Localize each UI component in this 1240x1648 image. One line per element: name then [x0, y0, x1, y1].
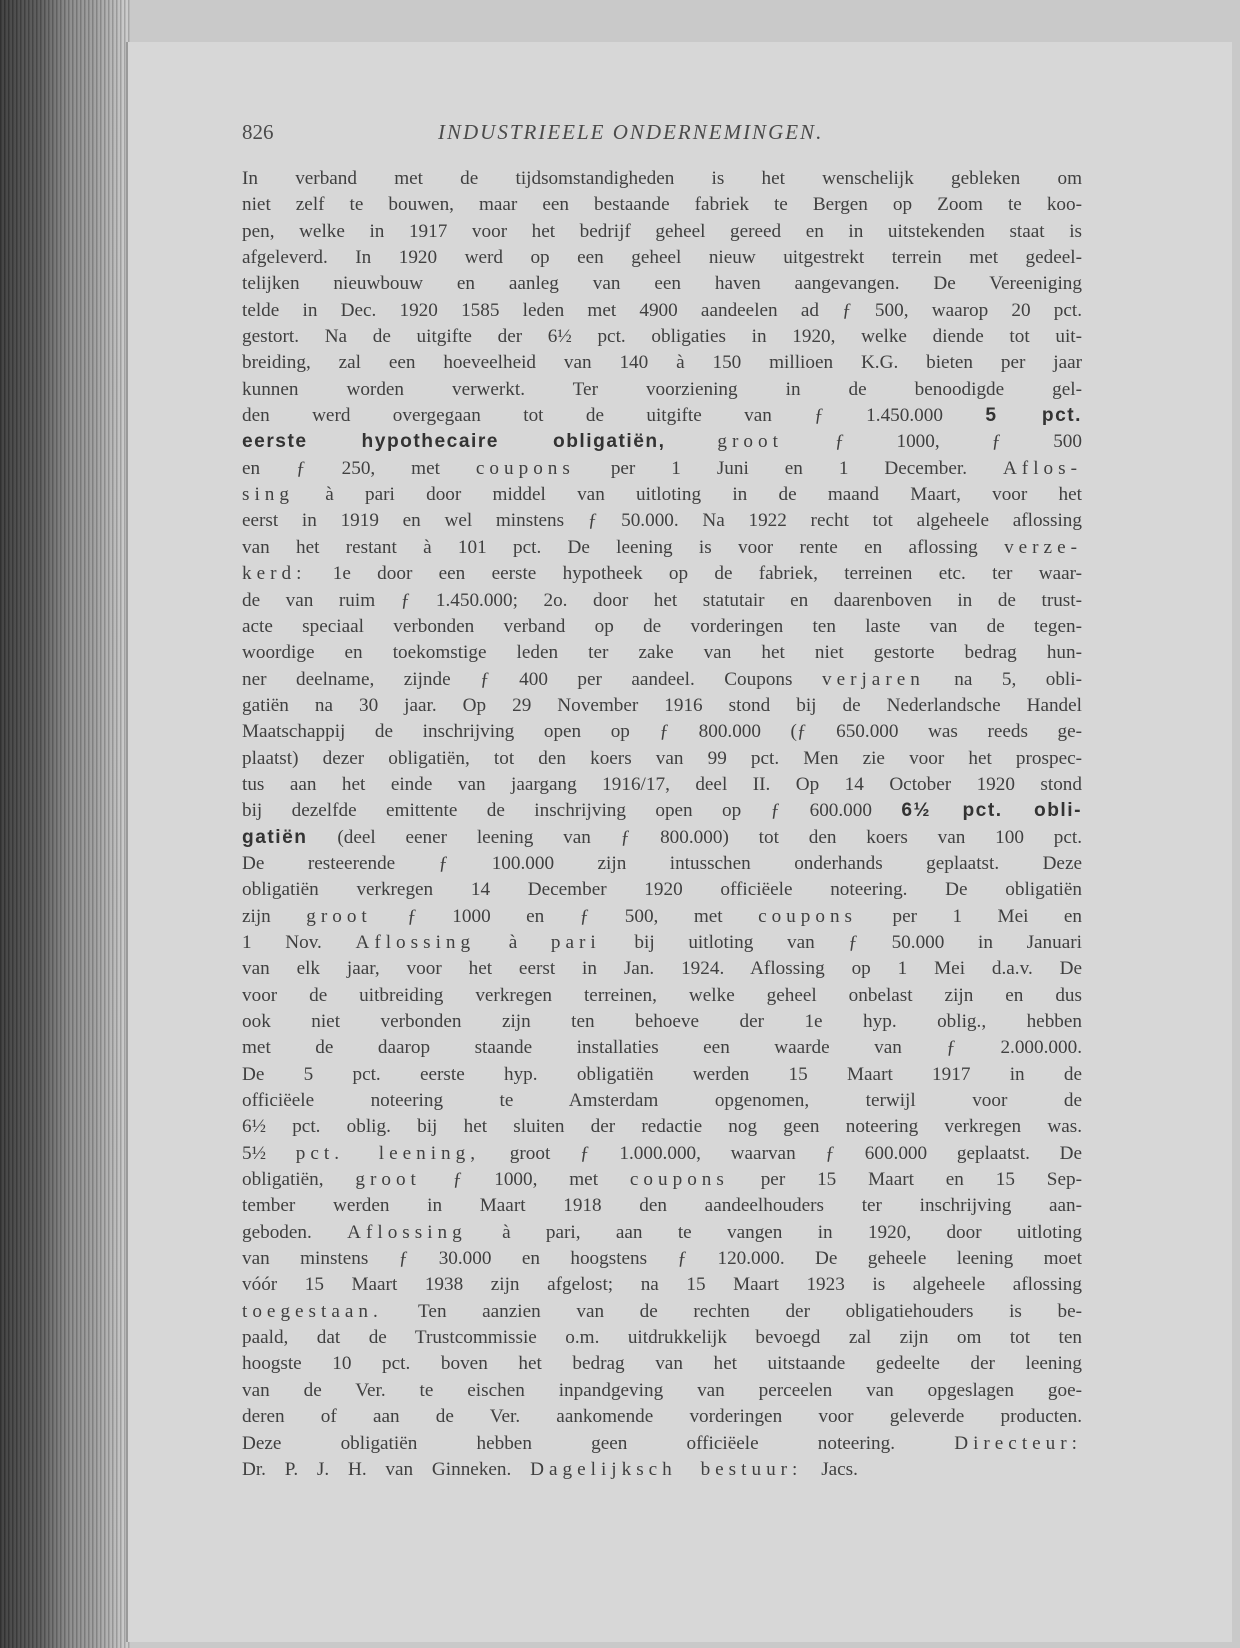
- text-line: [242, 219, 1082, 245]
- text-run: obligatiën verkregen 14 December 1920 officiëele noteering. De obligatiën: [242, 879, 1082, 901]
- text-line: [242, 1114, 1082, 1140]
- spaced-emphasis: toegestaan.: [242, 1300, 383, 1322]
- text-run: per 15 Maart en 15 Sep-: [728, 1169, 1082, 1191]
- text-line: [242, 851, 1082, 877]
- text-line: [242, 166, 1082, 192]
- text-line: [242, 350, 1082, 376]
- spaced-emphasis: sing: [242, 484, 294, 506]
- text-run: Maatschappij de inschrijving open op ƒ 800.000 (ƒ 650.000 was reeds ge-: [242, 721, 1082, 743]
- text-run: breiding, zal een hoeveelheid van 140 à 150 millioen K.G. bieten per jaar: [242, 352, 1082, 374]
- text-line: [242, 1062, 1082, 1088]
- spaced-emphasis: Aflossing: [347, 1221, 467, 1243]
- text-run: gatiën na 30 jaar. Op 29 November 1916 stond bij de Nederlandsche Handel: [242, 694, 1082, 716]
- text-run: (deel eener leening van ƒ 800.000) tot den koers van 100 pct.: [307, 826, 1082, 848]
- text-line: [242, 245, 1082, 271]
- page-sheet: [126, 42, 1232, 1642]
- text-run: 1 Nov.: [242, 931, 356, 953]
- spaced-emphasis: coupons: [758, 905, 858, 927]
- text-run: Deze obligatiën hebben geen officiëele noteering.: [242, 1432, 955, 1454]
- body-text: [242, 166, 1082, 1483]
- text-line: [242, 1457, 1082, 1483]
- bold-emphasis: eerste hypothecaire obligatiën,: [242, 431, 666, 453]
- text-run: De 5 pct. eerste hyp. obligatiën werden 15 Maart 1917 in de: [242, 1063, 1082, 1085]
- text-run: telde in Dec. 1920 1585 leden met 4900 aandeelen ad ƒ 500, waarop 20 pct.: [242, 299, 1082, 321]
- text-line: [242, 904, 1082, 930]
- spaced-emphasis: coupons: [629, 1169, 729, 1191]
- text-run: en ƒ 250, met: [242, 457, 476, 479]
- spaced-emphasis: Aflossing: [355, 931, 476, 953]
- text-run: De resteerende ƒ 100.000 zijn intusschen onderhands geplaatst. Deze: [242, 852, 1082, 874]
- text-line: [242, 667, 1082, 693]
- text-line: [242, 930, 1082, 956]
- text-line: [242, 825, 1082, 851]
- text-line: [242, 1299, 1082, 1325]
- text-line: [242, 1193, 1082, 1219]
- text-run: officiëele noteering te Amsterdam opgenomen, terwijl voor de: [242, 1090, 1082, 1112]
- text-run: bij dezelfde emittente de inschrijving open op ƒ 600.000: [242, 800, 902, 822]
- spaced-emphasis: groot: [306, 905, 372, 927]
- text-run: à pari, aan te vangen in 1920, door uitloting: [466, 1221, 1082, 1243]
- text-run: niet zelf te bouwen, maar een bestaande fabriek te Bergen op Zoom te koo-: [242, 194, 1082, 216]
- text-line: [242, 1431, 1082, 1457]
- text-line: [242, 1404, 1082, 1430]
- text-run: paald, dat de Trustcommissie o.m. uitdrukkelijk bevoegd zal zijn om tot ten: [242, 1327, 1082, 1349]
- text-line: [242, 1378, 1082, 1404]
- spaced-emphasis: Aflos-: [1002, 457, 1082, 479]
- spaced-emphasis: groot: [355, 1169, 421, 1191]
- text-line: [242, 1351, 1082, 1377]
- text-run: 1e door een eerste hypotheek op de fabriek, terreinen etc. ter waar-: [306, 563, 1082, 585]
- text-run: per 1 Mei en: [857, 905, 1082, 927]
- text-run: ƒ 1000, ƒ 500: [782, 431, 1082, 453]
- text-run: à: [475, 931, 551, 953]
- running-header: [242, 120, 1072, 160]
- text-line: [242, 1220, 1082, 1246]
- text-run: ner deelname, zijnde ƒ 400 per aandeel. Coupons: [242, 668, 822, 690]
- text-line: [242, 640, 1082, 666]
- text-line: [242, 1272, 1082, 1298]
- text-line: [242, 298, 1082, 324]
- text-run: tember werden in Maart 1918 den aandeelhouders ter inschrijving aan-: [242, 1195, 1082, 1217]
- text-line: [242, 1088, 1082, 1114]
- text-run: de van ruim ƒ 1.450.000; 2o. door het statutair en daarenboven in de trust-: [242, 589, 1082, 611]
- text-line: [242, 429, 1082, 455]
- text-line: [242, 324, 1082, 350]
- text-run: ƒ 1000 en ƒ 500, met: [371, 905, 759, 927]
- text-run: pen, welke in 1917 voor het bedrijf geheel gereed en in uitstekenden staat is: [242, 220, 1082, 242]
- text-run: In verband met de tijdsomstandigheden is het wenschelijk gebleken om: [242, 168, 1082, 189]
- spaced-emphasis: coupons: [475, 457, 575, 479]
- text-line: [242, 456, 1082, 482]
- text-line: [242, 271, 1082, 297]
- text-run: Jacs.: [802, 1458, 858, 1480]
- text-line: [242, 1035, 1082, 1061]
- text-run: Dr. P. J. H. van Ginneken.: [242, 1458, 531, 1480]
- text-run: tus aan het einde van jaargang 1916/17, deel II. Op 14 October 1920 stond: [242, 773, 1082, 795]
- text-run: van het restant à 101 pct. De leening is voor rente en aflossing: [242, 536, 1005, 558]
- book-page-edges: [0, 0, 130, 1648]
- spaced-emphasis: pct. leening,: [295, 1142, 481, 1164]
- text-run: obligatiën,: [242, 1169, 356, 1191]
- spaced-emphasis: Directeur:: [954, 1432, 1082, 1454]
- text-run: ook niet verbonden zijn ten behoeve der 1e hyp. oblig., hebben: [242, 1011, 1082, 1032]
- page-header-title: INDUSTRIEELE ONDERNEMINGEN.: [438, 120, 824, 144]
- text-line: [242, 535, 1082, 561]
- text-line: [242, 377, 1082, 403]
- text-line: [242, 983, 1082, 1009]
- text-line: [242, 1009, 1082, 1035]
- spaced-emphasis: groot: [717, 431, 783, 453]
- text-run: telijken nieuwbouw en aanleg van een haven aangevangen. De Vereeniging: [242, 273, 1082, 295]
- text-run: acte speciaal verbonden verband op de vorderingen ten laste van de tegen-: [242, 615, 1082, 637]
- text-line: [242, 877, 1082, 903]
- text-run: zijn: [242, 905, 307, 927]
- text-run: van elk jaar, voor het eerst in Jan. 1924. Aflossing op 1 Mei d.a.v. De: [242, 958, 1082, 980]
- spaced-emphasis: kerd:: [242, 563, 307, 585]
- text-run: kunnen worden verwerkt. Ter voorziening in de benoodigde gel-: [242, 378, 1082, 400]
- text-run: à pari door middel van uitloting in de maand Maart, voor het: [294, 484, 1082, 506]
- text-line: [242, 508, 1082, 534]
- spaced-emphasis: Dagelijksch bestuur:: [530, 1458, 803, 1480]
- text-line: [242, 956, 1082, 982]
- text-line: [242, 1141, 1082, 1167]
- text-line: [242, 1167, 1082, 1193]
- text-run: na 5, obli-: [924, 668, 1082, 690]
- text-line: [242, 614, 1082, 640]
- text-run: plaatst) dezer obligatiën, tot den koers van 99 pct. Men zie voor het prospec-: [242, 747, 1082, 769]
- text-run: geboden.: [242, 1221, 348, 1243]
- text-run: gestort. Na de uitgifte der 6½ pct. obligaties in 1920, welke diende tot uit-: [242, 326, 1082, 348]
- text-line: [242, 482, 1082, 508]
- text-run: den werd overgegaan tot de uitgifte van ƒ 1.450.000: [242, 405, 986, 427]
- text-run: per 1 Juni en 1 December.: [574, 457, 1003, 479]
- bold-emphasis: gatiën: [242, 826, 308, 848]
- text-line: [242, 746, 1082, 772]
- spaced-emphasis: verjaren: [821, 668, 925, 690]
- text-run: 6½ pct. oblig. bij het sluiten der redactie nog geen noteering verkregen was.: [242, 1116, 1082, 1138]
- spaced-emphasis: verze-: [1004, 536, 1082, 558]
- text-line: [242, 1325, 1082, 1351]
- spaced-emphasis: pari: [550, 931, 601, 953]
- text-run: vóór 15 Maart 1938 zijn afgelost; na 15 Maart 1923 is algeheele aflossing: [242, 1274, 1082, 1296]
- text-run: van minstens ƒ 30.000 en hoogstens ƒ 120.000. De geheele leening moet: [242, 1248, 1082, 1270]
- bold-emphasis: 5 pct.: [985, 405, 1083, 427]
- text-run: deren of aan de Ver. aankomende vorderingen voor geleverde producten.: [242, 1406, 1082, 1428]
- text-line: [242, 798, 1082, 824]
- text-line: [242, 403, 1082, 429]
- text-run: van de Ver. te eischen inpandgeving van perceelen van opgeslagen goe-: [242, 1379, 1082, 1401]
- text-run: bij uitloting van ƒ 50.000 in Januari: [600, 931, 1082, 953]
- text-run: met de daarop staande installaties een waarde van ƒ 2.000.000.: [242, 1037, 1082, 1059]
- text-line: [242, 192, 1082, 218]
- text-line: [242, 719, 1082, 745]
- text-line: [242, 561, 1082, 587]
- text-run: hoogste 10 pct. boven het bedrag van het uitstaande gedeelte der leening: [242, 1353, 1082, 1375]
- text-run: afgeleverd. In 1920 werd op een geheel nieuw uitgestrekt terrein met gedeel-: [242, 247, 1082, 269]
- text-run: [665, 431, 717, 452]
- text-run: voor de uitbreiding verkregen terreinen, welke geheel onbelast zijn en dus: [242, 984, 1082, 1006]
- text-line: [242, 1246, 1082, 1272]
- text-line: [242, 588, 1082, 614]
- page-number: 826: [242, 120, 274, 144]
- text-run: groot ƒ 1.000.000, waarvan ƒ 600.000 geplaatst. De: [480, 1142, 1082, 1164]
- text-run: 5½: [242, 1142, 296, 1164]
- text-run: woordige en toekomstige leden ter zake van het niet gestorte bedrag hun-: [242, 642, 1082, 664]
- text-run: ƒ 1000, met: [420, 1169, 630, 1191]
- text-run: eerst in 1919 en wel minstens ƒ 50.000. Na 1922 recht tot algeheele aflossing: [242, 510, 1082, 532]
- text-line: [242, 693, 1082, 719]
- bold-emphasis: 6½ pct. obli-: [901, 800, 1082, 822]
- text-line: [242, 772, 1082, 798]
- text-run: Ten aanzien van de rechten der obligatiehouders is be-: [382, 1300, 1082, 1322]
